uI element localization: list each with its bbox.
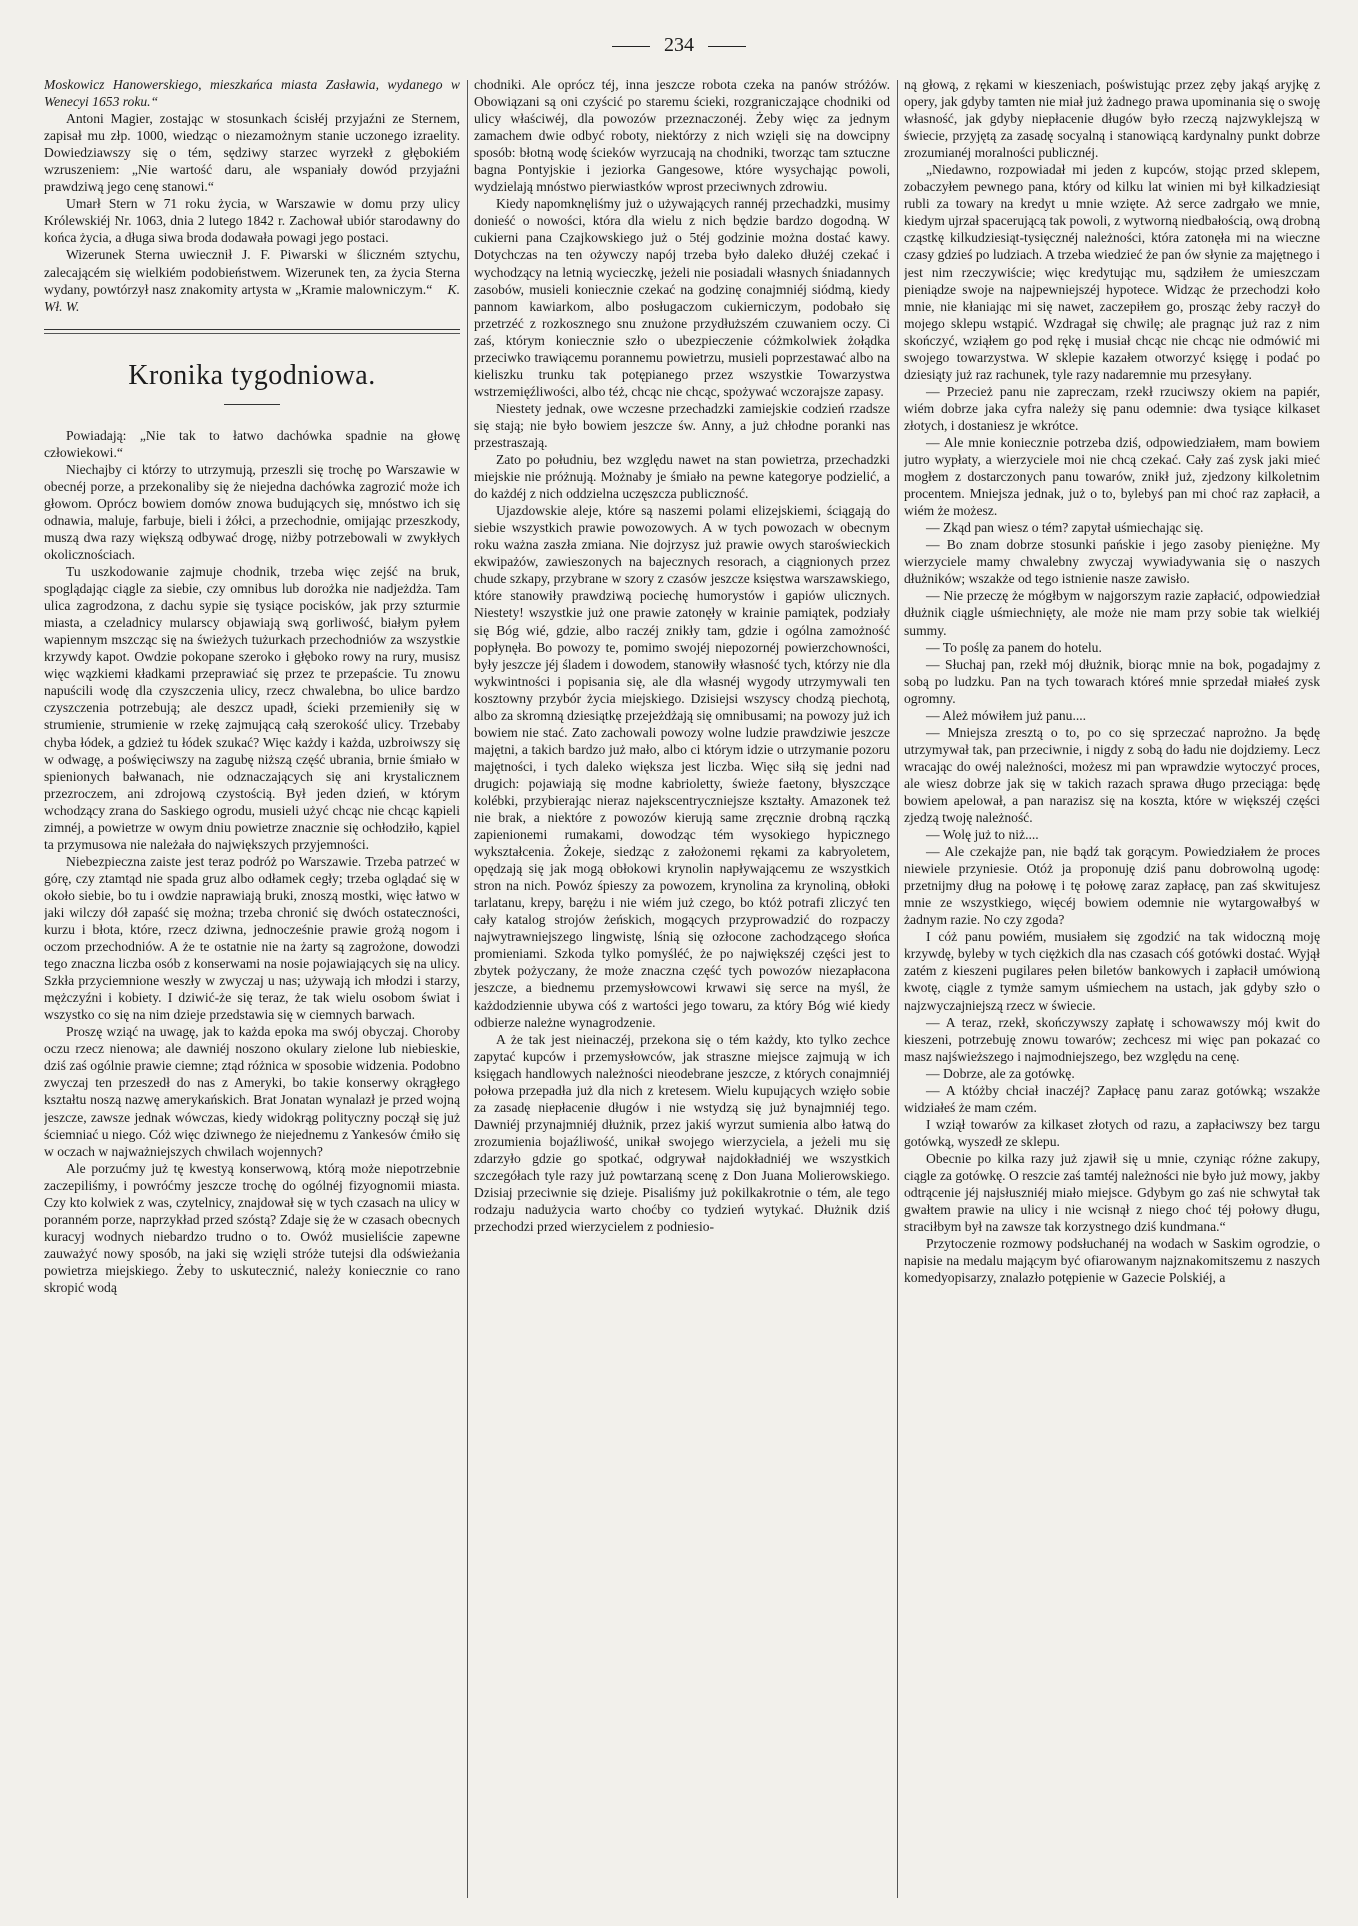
- paragraph: Ujazdowskie aleje, które są naszemi polami elizejskiemi, ściągają do siebie wszystkich prawie powozowych. A w tych powozach w obecnym roku ważna zaszła zmiana. Nie dojrzysz już prawie owych staroświeckich ekwipażów, zawieszonych na bajecznych resorach, a ciągnionych przez chude szkapy, przybrane w szory z czasów jeszcze księstwa warszawskiego, które stanowiły prawdziwą pociechę humorystów i gapiów ulicznych. Niestety! wszystkie już one prawie zatonęły w krainie pamiątek, podziały się Bóg wié, gdzie, albo raczéj znikły tam, gdzie i ogólna zamożność popłynęła. Bo powozy te, pomimo swojéj niepozornéj powierzchowności, były jeszcze jéj śladem i dowodem, stanowiły własność tych, którzy nie dla wykwintności i popisania się, ale dla własnéj wygody utrzymywali ten kosztowny przybór życia miejskiego. Dzisiejsi wszyscy chodzą piechotą, albo za skromną dziesiątkę przejeżdżają się omnibusami; na powozy już ich bowiem nie stać. Zato zachowali powozy wolne ludzie prawdziwie jeszcze majętni, a takich bardzo już mało, albo ci którym idzie o utrzymanie pozoru majętności, i tych daleko większa jest liczba. Więc siłą się jedni nad drugich: pojawiają się modne kabrioletty, świeże faetony, błyszczące kolébki, przybierając nieraz najekscentryczniejsze kształty. Amazonek też nie brak, a niektóre z powozów kierują same zręcznie drobną rączką zapienionemi rumakami, dowodząc tém wysokiego hypicznego wykształcenia. Żokeje, siedząc z założonemi rękami za kabryoletem, opędzają się jak mogą obłokowi krynolin napływającemu ze wszystkich stron na nich. Powóz śpieszy za powozem, krynolina za krynoliną, obłoki tarlatanu, krepy, barężu i nie wiém już czego, bo któż potrafi zliczyć ten cały katalog strojów żeńskich, mogących przyprowadzić do rozpaczy najwytrawniejszego lingwistę, lśnią się ozłocone zachodzącego słońca promieniami. Szkoda tylko pomyśléć, że po największéj części jest to zbytek pożyczany, że może znaczna część tych powozów niezapłacona jeszcze, a biednemu przemysłowcowi krwawi się serce na myśl, że każdodziennie ubywa cóś z wartości jego towaru, za który Bóg wié kiedy odbierze należne wynagrodzenie.: [474, 503, 890, 1030]
- page-number-row: [0, 34, 1358, 56]
- paragraph: I wziął towarów za kilkaset złotych od razu, a zapłaciwszy bez targu gotówką, wyszedł ze sklepu.: [904, 1116, 1320, 1149]
- column-right: [904, 76, 1320, 1902]
- paragraph: Proszę wziąć na uwagę, jak to każda epoka ma swój obyczaj. Choroby oczu rzecz nienowa; ale dawniéj noszono okulary zielone lub niebieskie, dziś zaś ogólnie prawie ciemne; ztąd różnica w sposobie widzenia. Podobno zwyczaj ten przeszedł do nas z Ameryki, bo takie konserwy okrągłego kształtu noszą nazwę amerykańskich. Brat Jonatan wynalazł je przed wojną jeszcze, zawsze jednak wówczas, kiedy widokrąg polityczny począł się już ściemniać u niego. Cóż więc dziwnego że niejednemu z Yankesów ćmiło się w oczach w najważniejszych chwilach wojennych?: [44, 1024, 460, 1159]
- column-divider: [467, 80, 468, 1898]
- column-left: [44, 76, 460, 1902]
- heading-underline: [224, 404, 280, 405]
- paragraph: — Ale mnie koniecznie potrzeba dziś, odpowiedziałem, mam bowiem jutro wypłaty, a wierzyciele moi nie chcą czekać. Cały zaś zysk jaki mieć mogłem z dostarczonych panu towarów, znikł już, zjedzony kilkoletnim procentem. Mniejsza jednak, już o to, bylebyś pan mi choć raz zapłacił, a wiém że możesz.: [904, 434, 1320, 519]
- paragraph: Ale porzućmy już tę kwestyą konserwową, którą może niepotrzebnie zaczepiliśmy, i powróćmy jeszcze trochę do ogólnéj fizyognomii miasta. Czy kto kolwiek z was, czytelnicy, znajdował się w tych czasach na ulicy w poranném porze, naprzykład przed szóstą? Zdaje się że w czasach obecnych kuracyj wodnych niebardzo trudno o to. Owóż musieliście zapewne zauważyć nowy sposób, na jaki się wzięli stróże tutejsi dla odświeżania powietrza miejskiego. Żeby to uskutecznić, należy koniecznie co rano skropić wodą: [44, 1160, 460, 1295]
- column-divider: [897, 80, 898, 1898]
- paragraph: Niebezpieczna zaiste jest teraz podróż po Warszawie. Trzeba patrzeć w górę, czy ztamtąd nie spada gruz albo odłamek cegły; trzeba oglądać się w około siebie, bo tu i owdzie naprawiają bruki, znoszą mostki, więc łatwo w jaki wilczy dół zapaść się można; trzeba chronić się dwóch ostateczności, kurzu i błota, które, rzecz dziwna, jednocześnie prawie grożą nogom i oczom przechodniów. A że te ostatnie nie na żarty są zagrożone, dowodzi tego znaczna liczba osób z konserwami na nosie pojawiających się na ulicy. Szkła przyciemnione weszły w zwyczaj u nas; używają ich młodzi i starzy, mężczyźni i kobiety. I dziwić-że się teraz, że tak wielu osobom świat i wszystko co się na nim dzieje przedstawia się w ciemnych barwach.: [44, 853, 460, 1023]
- paragraph: — To poślę za panem do hotelu.: [926, 639, 1102, 655]
- paragraph: Moskowicz Hanowerskiego, mieszkańca miasta Zasławia, wydanego w Wenecyi 1653 roku.“: [44, 77, 460, 110]
- paragraph: Tu uszkodowanie zajmuje chodnik, trzeba więc zejść na bruk, spoglądając ciągle za siebie, czy omnibus lub dorożka nie nadjeżdża. Tam ulica zagrodzona, z dachu sypie się tysiące pocisków, jak przy szturmie miasta, a czeladnicy mularscy objawiają swą gorliwość, białym pyłem wapiennym mszcząc się na świeżych tużurkach przechodniów za wszystkie krzywdy kapot. Owdzie pokopane szeroko i głęboko rowy na rury, musisz więc wązkiemi kładkami przeprawiać się przez te przepaście. Tu znowu napuścili wodę dla czyszczenia ulicy, rzecz chwalebna, bo ulice bardzo czyszczenia potrzebują; ale deszcz upadł, ścieki przemieniły się w strumienie, strumienie w rzekę zajmującą całą szerokość ulicy. Trzebaby chyba łódek, a gdzież tu łódek szukać? Więc każdy i każda, uzbroiwszy się w odwagę, a poświęciwszy na zagubę niższą część ubrania, brnie śmiało w spienionych bałwanach, nie odznaczających się ani krystalicznem przezroczem, ani zdrojową czystością. Był jeden dzień, w którym wchodzący zrana do Saskiego ogrodu, musieli użyć chcąc nie chcąc kąpieli zimnéj, a powietrze w owym dniu powietrze znacznie się ochłodziło, kąpiel ta przymusowa nie należała do największych przyjemności.: [44, 564, 460, 852]
- paragraph: — Dobrze, ale za gotówkę.: [926, 1065, 1075, 1081]
- paragraph: — A teraz, rzekł, skończywszy zapłatę i schowawszy mój kwit do kieszeni, potrzebuję znowu towarów; zechcesz mi więc pan pokazać co masz najświeższego i najmodniejszego, bez względu na cenę.: [904, 1014, 1320, 1064]
- author-signature: K. Wł. W.: [44, 281, 460, 314]
- paragraph: A że tak jest nieinaczéj, przekona się o tém każdy, kto tylko zechce zapytać kupców i przemysłowców, jak straszne miejsce zajmują w ich księgach handlowych należności nieodebrane jeszcze, z których conajmniéj połowa przepadła już dla nich z kretesem. Wielu kupujących wzięło sobie za zasadę niepłacenie długów i nie wstydzą się już bynajmniéj tego. Dawniéj przynajmniéj dłużnik, przez jakiś wyrzut sumienia albo łatwą do zrozumienia bojaźliwość, unikał swojego wierzyciela, a jeżeli mu się zdarzyło gdzie go spotkać, odgrywał najdokładniéj we wszystkich szczegółach tyle razy już powtarzaną scenę z Don Juana Molierowskiego. Dzisiaj przeciwnie się dzieje. Pisaliśmy już pokilkakrotnie o tém, ale tego rodzaju nadużycia warto choćby co tydzień wytykać. Dłużnik dziś przechodzi przed wierzycielem z podniesio-: [474, 1031, 890, 1235]
- paragraph: — Bo znam dobrze stosunki pańskie i jego zasoby pieniężne. My wierzyciele mamy chwalebny zwyczaj wywiadywania się o naszych dłużników; wszakże od tego istnienie nasze zawisło.: [904, 537, 1320, 587]
- paragraph: Przytoczenie rozmowy podsłuchanéj na wodach w Saskim ogrodzie, o napisie na medalu mającym być ofiarowanym najznakomitszemu z naszych komedyopisarzy, znalazło potępienie w Gazecie Polskiéj, a: [904, 1236, 1320, 1286]
- paragraph: — Mniejsza zresztą o to, po co się sprzeczać naprożno. Ja będę utrzymywał tak, pan przeciwnie, i nigdy z sobą do ładu nie dojdziemy. Lecz wracając do owéj należności, możesz mi pan wprawdzie wytoczyć proces, ale wiesz dobrze jak się w takich razach sprawa długo przeciąga: będę bowiem apelował, a pan narazisz się na koszta, które w większéj części zjedzą twoję należność.: [904, 724, 1320, 826]
- paragraph: ną głową, z rękami w kieszeniach, poświstując przez zęby jakąś aryjkę z opery, jak gdyby tamten nie miał już żadnego prawa upominania się o swoję własność, jak gdyby niepłacenie długów było rzeczą najzwyklejszą w świecie, przyjętą za zasadę socyalną i stanowiącą kardynalny punkt dobrze zrozumianéj moralności publicznéj.: [904, 77, 1320, 161]
- paragraph: — Zkąd pan wiesz o tém? zapytał uśmiechając się.: [926, 520, 1204, 536]
- paragraph: — A któżby chciał inaczéj? Zapłacę panu zaraz gotówką; wszakże widziałeś że mam czém.: [904, 1082, 1320, 1115]
- paragraph-text: Wizerunek Sterna uwiecznił J. F. Piwarski w śliczném sztychu, zalecającém się wielkiém podobieństwem. Wizerunek ten, za życia Sterna wydany, powtórzył nasz znakomity artysta w „Kramie malowniczym.“: [44, 247, 460, 297]
- paragraph: Zato po południu, bez względu nawet na stan powietrza, przechadzki miejskie nie próżnują. Możnaby je śmiało na pewne kategorye podzielić, a do każdéj z nich oddzielna uczęszcza publiczność.: [474, 452, 890, 502]
- paragraph: — Słuchaj pan, rzekł mój dłużnik, biorąc mnie na bok, pogadajmy z sobą po ludzku. Pan na tych towarach któreś mnie sprzedał miałeś zysk ogromny.: [904, 656, 1320, 706]
- paragraph: Powiadają: „Nie tak to łatwo dachówka spadnie na głowę człowiekowi.“: [44, 427, 460, 460]
- text-columns: [44, 76, 1320, 1902]
- page-number-rule-right: [708, 46, 746, 47]
- paragraph: Umarł Stern w 71 roku życia, w Warszawie w domu przy ulicy Królewskiéj Nr. 1063, dnia 2 lutego 1842 r. Zachował ubiór starodawny do końca życia, a długa siwa broda dodawała powagi jego postaci.: [44, 196, 460, 246]
- paragraph: Kiedy napomknęliśmy już o używających rannéj przechadzki, musimy donieść o nowości, która dla wielu z nich będzie bardzo dogodną. W cukierni pana Czajkowskiego już o 5téj godzinie można dostać kawy. Dotychczas na ten ożywczy napój trzeba było daleko dłużéj czekać i wychodzący na letnią wycieczkę, jeżeli nie posiadali własnych śniadannych zasobów, musieli koniecznie czekać na godzinę conajmniéj siódmą, kiedy pannom kawiarkom, albo posługaczom cukierniczym, podobało się przetrzéć z rozkosznego snu znużone przydłuższém czuwaniem oczy. Ci zaś, którym koniecznie szło o ubezpieczenie cóżmkolwiek żołądka przeciwko trawiącemu porannemu powietrzu, musieli poprzestawać albo na kieliszku trunku tak potępianego przez wszystkie Towarzystwa wstrzemięźliwości, albo téż, chcąc nie chcąc, spożywać wczorajsze zapasy.: [474, 196, 890, 399]
- paragraph: chodniki. Ale oprócz téj, inna jeszcze robota czeka na panów stróżów. Obowiązani są oni czyścić po staremu ścieki, rozgraniczające chodniki od ulicy właściwéj, dla powozów przeznaczonéj. Żeby więc za jednym zamachem dwie odbyć roboty, niektórzy z nich wzięli się na dowcipny sposób: błotną wodę ścieków wyrzucają na chodniki, tworząc tam sztuczne bagna Pontyjskie i jeziorka Gangesowe, które wysychając powoli, wydzielają mnóstwo pierwiastków wprost przeciwnych zdrowiu.: [474, 77, 890, 195]
- paragraph: I cóż panu powiém, musiałem się zgodzić na tak widoczną moję krzywdę, byleby w tych ciężkich dla nas czasach cóś gotówki dostać. Wyjął zatém z kieszeni pugilares pełen biletów bankowych i zapłacił umówioną kwotę, ciągle z tymże samym uśmiechem na ustach, jak gdyby szło o najzwyczajniejszą rzecz w świecie.: [904, 929, 1320, 1013]
- section-divider: [44, 329, 460, 334]
- paragraph: Niechajby ci którzy to utrzymują, przeszli się trochę po Warszawie w obecnéj porze, a przekonaliby się że niejedna dachówka zagrozić może ich głowom. Oprócz bowiem domów znowa budujących się, mnóstwo ich się odnawia, maluje, farbuje, bieli i żółci, a przechodnie, omijając przeszkody, muszą dwa razy większą odbywać drogę, niżby potrzebowali w zwykłych okolicznościach.: [44, 461, 460, 562]
- paragraph: [44, 246, 460, 314]
- paragraph: „Niedawno, rozpowiadał mi jeden z kupców, stojąc przed sklepem, zobaczyłem pewnego pana, który od kilku lat winien mi był kilkadziesiąt rubli za towary na kredyt u mnie wzięte. Aż serce zadrgało we mnie, kiedym ujrzał spacerującą tak powoli, z wytworną niedbałością, ową drobną cząstkę kilkudziesiąt-tysięcznéj należności, która zatonęła mi na wieczne czasy gdzieś po ludziach. A trzeba wiedzieć że pan ów słynie za majętnego i jest nim rzeczywiście; więc kredytując mu, sądziłem że umieszczam pieniądze swoje na najpewniejszéj hypotece. Widząc że przechodzi koło mnie, nie kłaniając mi się nawet, zaczepiłem go, prosząc żeby raczył do mojego sklepu wstąpić. Wzdragał się chwilę; ale pragnąc już raz z nim skończyć, wziąłem go pod rękę i musiał chcąc nie chcąc nie odmówić mi swojego towarzystwa. W sklepie kazałem otworzyć księgę i podać po dziesiąty już raz rachunek, tyle razy nadaremnie mu przesyłany.: [904, 162, 1320, 382]
- paragraph: Niestety jednak, owe wczesne przechadzki zamiejskie codzień rzadsze się stają; nie było bowiem jeszcze św. Anny, a już chłodne poranki nas przestraszają.: [474, 400, 890, 450]
- section-heading: Kronika tygodniowa.: [128, 359, 376, 391]
- page-number: 234: [664, 34, 694, 56]
- paragraph: Antoni Magier, zostając w stosunkach ścisłéj przyjaźni ze Sternem, zapisał mu złp. 1000, wiedząc o niezamożnym stanie uczonego izraelity. Dowiedziawszy się o tém, sędziwy starzec wyrzekł z głębokiém wzruszeniem: „Nie wartość daru, ale wspaniały dowód przyjaźni prawdziwą jego cenę stanowi.“: [44, 111, 460, 195]
- paragraph: — Ale czekajże pan, nie bądź tak gorącym. Powiedziałem że proces niewiele przyniesie. Otóż ja proponuję dziś panu dobrowolną ugodę: przetnijmy dług na połowę i tę połowę zaraz zapłacę, pan zaś skwitujesz mnie ze wszystkiego, więcéj bowiem odemnie nie wytargowałbyś w żadnym razie. No czy zgoda?: [904, 844, 1320, 928]
- paragraph: — Ależ mówiłem już panu....: [926, 707, 1087, 723]
- paragraph: — Wolę już to niż....: [926, 827, 1039, 843]
- paragraph: Obecnie po kilka razy już zjawił się u mnie, czyniąc różne zakupy, ciągle za gotówkę. O reszcie zaś tamtéj należności nie było już mowy, jakby odtrącenie jéj najsłuszniéj miało miejsce. Gdybym go zaś nie schwytał tak gwałtem prawie na ulicy i nie wcisnął z niego choć téj połowy długu, straciłbym był na zawsze tak korzystnego dziś kundmana.“: [904, 1150, 1320, 1235]
- paragraph: — Nie przeczę że mógłbym w najgorszym razie zapłacić, odpowiedział dłużnik ciągle uśmiechnięty, ale może nie mam przy sobie tak wielkiéj summy.: [904, 588, 1320, 638]
- column-middle: [474, 76, 890, 1902]
- page-number-rule-left: [612, 46, 650, 47]
- paragraph: — Przecież panu nie zapreczam, rzekł rzuciwszy okiem na papiér, wiém dobrze jaka cyfra należy się panu odemnie: dwa tysiące kilkaset złotych, i dostaniesz je wkrótce.: [904, 383, 1320, 433]
